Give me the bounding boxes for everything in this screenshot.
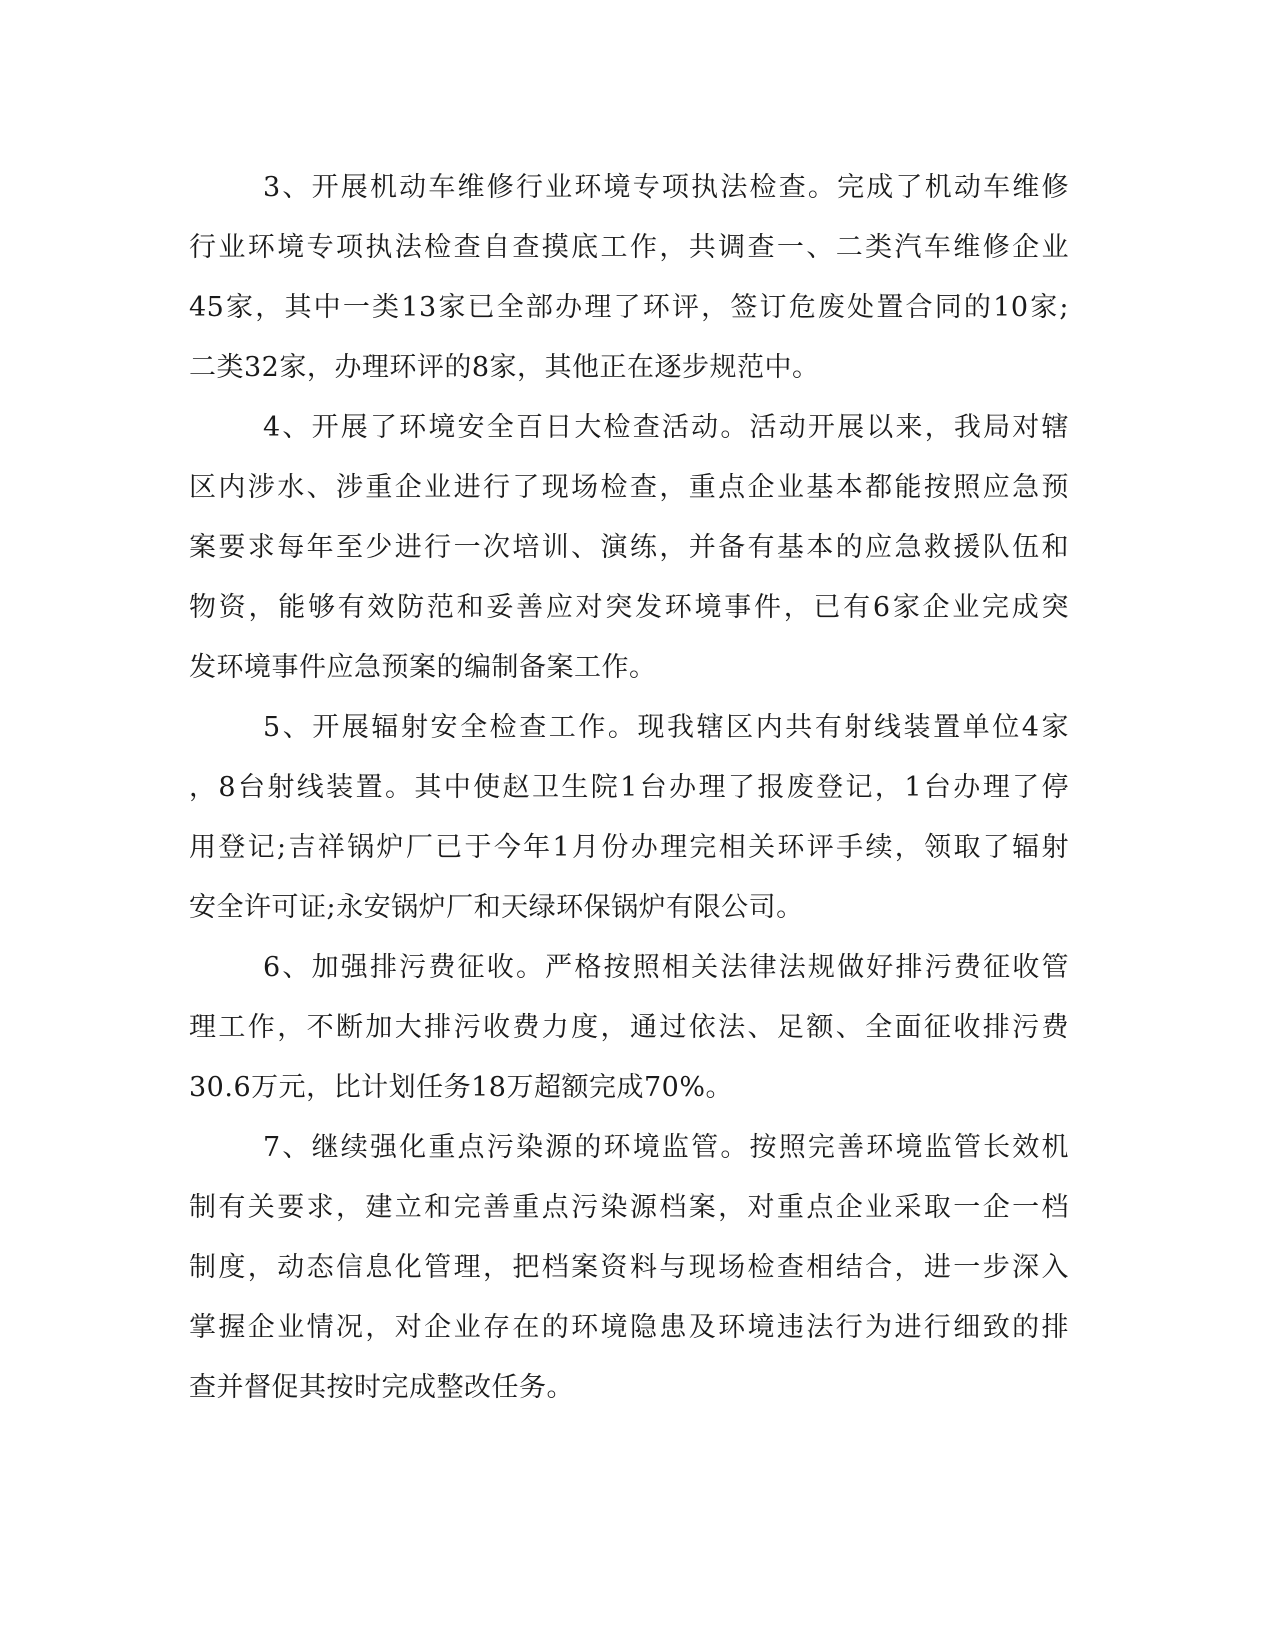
paragraph-line: 3、开展机动车维修行业环境专项执法检查。完成了机动车维修 [263,172,1069,203]
paragraph-line: 45家，其中一类13家已全部办理了环评，签订危废处置合同的10家; [189,292,1069,323]
paragraph-item-3 [189,158,1069,398]
paragraph-line: 行业环境专项执法检查自查摸底工作，共调查一、二类汽车维修企业 [189,232,1069,263]
paragraph-line: 用登记;吉祥锅炉厂已于今年1月份办理完相关环评手续，领取了辐射 [189,832,1069,863]
paragraph-line: 制度，动态信息化管理，把档案资料与现场检查相结合，进一步深入 [189,1252,1069,1283]
document-body [189,158,1069,1418]
paragraph-line: 安全许可证;永安锅炉厂和天绿环保锅炉有限公司。 [189,892,804,923]
paragraph-line: 掌握企业情况，对企业存在的环境隐患及环境违法行为进行细致的排 [189,1312,1069,1343]
paragraph-line: 发环境事件应急预案的编制备案工作。 [189,652,657,683]
paragraph-item-7 [189,1118,1069,1418]
paragraph-line: 物资，能够有效防范和妥善应对突发环境事件，已有6家企业完成突 [189,592,1069,623]
paragraph-item-5 [189,698,1069,938]
paragraph-item-6 [189,938,1069,1118]
paragraph-line: 区内涉水、涉重企业进行了现场检查，重点企业基本都能按照应急预 [189,472,1069,503]
paragraph-line: 7、继续强化重点污染源的环境监管。按照完善环境监管长效机 [263,1132,1069,1163]
paragraph-line: ，8台射线装置。其中使赵卫生院1台办理了报废登记，1台办理了停 [189,772,1069,803]
paragraph-line: 二类32家，办理环评的8家，其他正在逐步规范中。 [189,352,820,383]
paragraph-line: 6、加强排污费征收。严格按照相关法律法规做好排污费征收管 [263,952,1069,983]
paragraph-item-4 [189,398,1069,698]
paragraph-line: 制有关要求，建立和完善重点污染源档案，对重点企业采取一企一档 [189,1192,1069,1223]
paragraph-line: 查并督促其按时完成整改任务。 [189,1372,574,1403]
paragraph-line: 理工作，不断加大排污收费力度，通过依法、足额、全面征收排污费 [189,1012,1069,1043]
paragraph-line: 案要求每年至少进行一次培训、演练，并备有基本的应急救援队伍和 [189,532,1069,563]
paragraph-line: 4、开展了环境安全百日大检查活动。活动开展以来，我局对辖 [263,412,1069,443]
paragraph-line: 30.6万元，比计划任务18万超额完成70%。 [189,1072,733,1103]
paragraph-line: 5、开展辐射安全检查工作。现我辖区内共有射线装置单位4家 [263,712,1069,743]
